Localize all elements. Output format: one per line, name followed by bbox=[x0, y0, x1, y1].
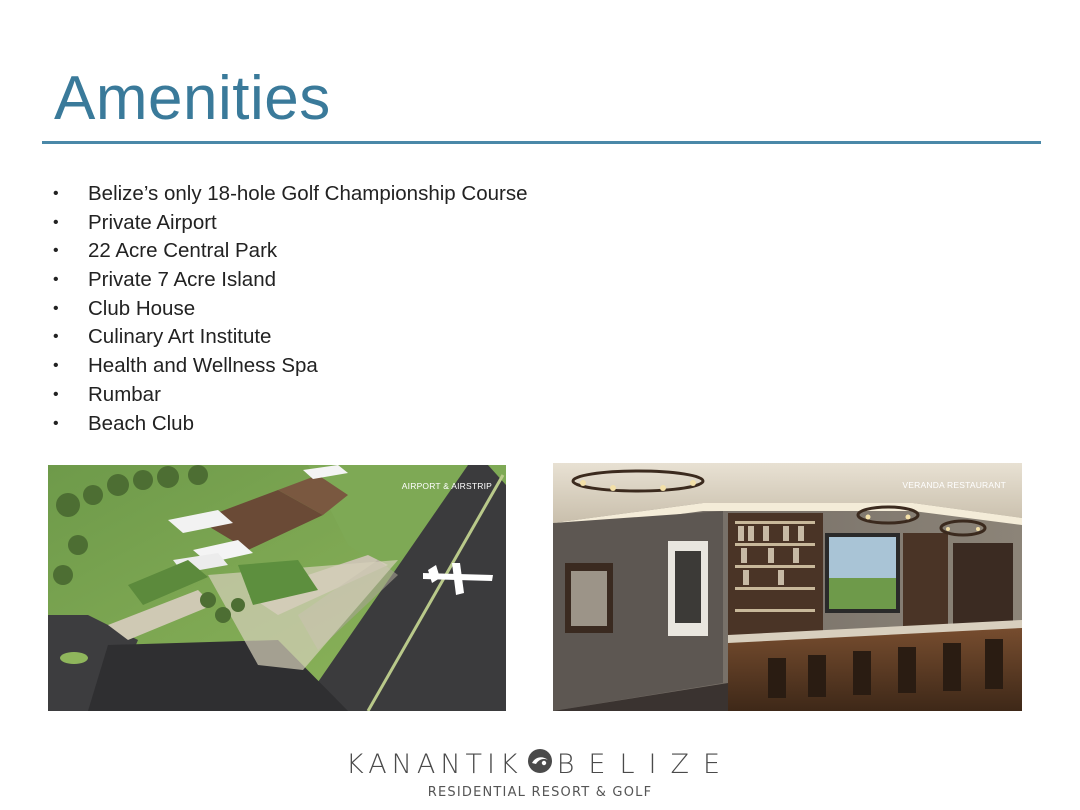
list-item-text: Rumbar bbox=[88, 382, 161, 406]
airport-image bbox=[48, 465, 506, 711]
list-item-text: 22 Acre Central Park bbox=[88, 239, 278, 263]
list-item-text: Club House bbox=[88, 296, 196, 320]
logo-emblem-icon bbox=[527, 748, 553, 781]
bullet-icon: • bbox=[53, 385, 59, 403]
list-item bbox=[52, 237, 527, 266]
list-item bbox=[52, 180, 527, 209]
list-item-text: Private 7 Acre Island bbox=[88, 268, 277, 292]
list-item bbox=[52, 352, 527, 381]
bullet-icon: • bbox=[53, 185, 59, 202]
title-divider bbox=[42, 141, 1041, 144]
list-item-text: Beach Club bbox=[88, 411, 194, 435]
restaurant-image bbox=[553, 463, 1022, 711]
list-item bbox=[52, 381, 527, 410]
list-item bbox=[52, 410, 527, 439]
image-caption: VERANDA RESTAURANT bbox=[902, 480, 1006, 490]
logo-text-right: BELIZE bbox=[556, 749, 735, 780]
list-item bbox=[52, 209, 527, 238]
list-item-text: Health and Wellness Spa bbox=[88, 354, 318, 378]
list-item bbox=[52, 323, 527, 352]
bullet-icon: • bbox=[53, 271, 59, 289]
list-item-text: Private Airport bbox=[88, 210, 217, 234]
brand-logo bbox=[0, 748, 1080, 800]
bullet-icon: • bbox=[53, 357, 59, 375]
list-item bbox=[52, 266, 527, 295]
logo-text-left: KANANTIK bbox=[345, 749, 523, 780]
bullet-icon: • bbox=[53, 242, 59, 260]
bullet-icon: • bbox=[53, 213, 59, 231]
amenities-list bbox=[52, 180, 527, 438]
list-item-text: Culinary Art Institute bbox=[88, 325, 272, 349]
list-item-text: Belize’s only 18-hole Golf Championship Course bbox=[88, 182, 528, 205]
bullet-icon: • bbox=[53, 299, 59, 317]
bullet-icon: • bbox=[53, 414, 59, 432]
slide-title: Amenities bbox=[54, 64, 331, 133]
image-caption: AIRPORT & AIRSTRIP bbox=[401, 481, 492, 491]
bullet-icon: • bbox=[53, 328, 59, 346]
logo-tagline: RESIDENTIAL RESORT & GOLF bbox=[427, 785, 653, 800]
list-item bbox=[52, 295, 527, 324]
logo-wordmark bbox=[346, 748, 734, 781]
